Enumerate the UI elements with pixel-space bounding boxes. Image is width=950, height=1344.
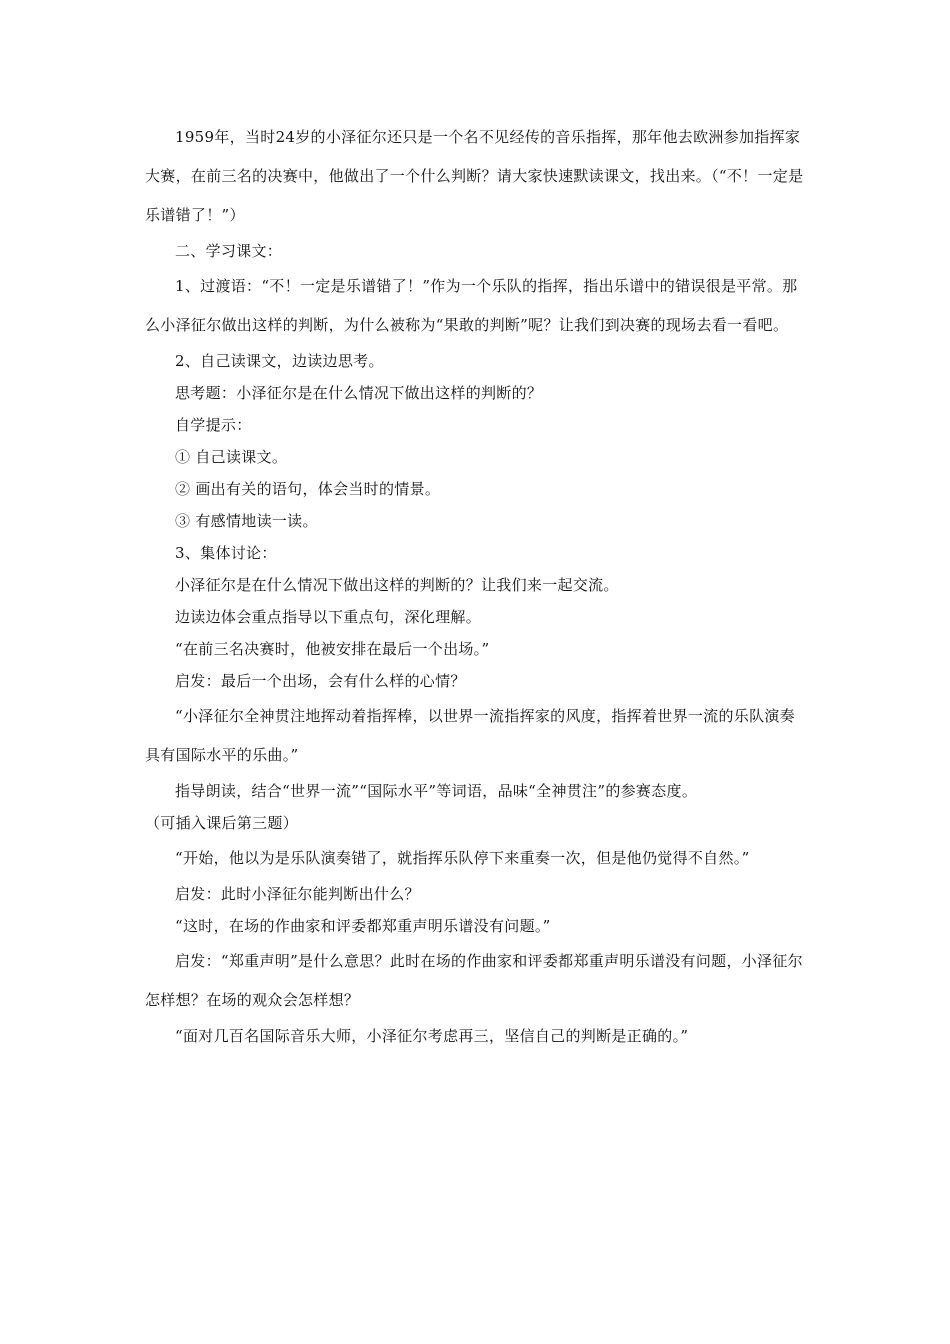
paragraph-intro: 1959年，当时24岁的小泽征尔还只是一个名不见经传的音乐指挥，那年他去欧洲参加指挥家大赛，在前三名的决赛中，他做出了一个什么判断？请大家快速默读课文，找出来。（“不！一定是乐谱错了！”） bbox=[145, 128, 804, 224]
quote-conducting: “小泽征尔全神贯注地挥动着指挥棒，以世界一流指挥家的风度，指挥着世界一流的乐队演奏具有国际水平的乐曲。” bbox=[145, 707, 795, 764]
paragraph-self-read: 2、自己读课文，边读边思考。 bbox=[175, 352, 384, 370]
quote-solemn-statement: “这时，在场的作曲家和评委都郑重声明乐谱没有问题。” bbox=[175, 917, 551, 935]
list-item-tip-3: ③ 有感情地读一读。 bbox=[175, 512, 318, 530]
paragraph-prompt-judge: 启发：此时小泽征尔能判断出什么？ bbox=[175, 885, 420, 903]
paragraph-question: 思考题：小泽征尔是在什么情况下做出这样的判断的？ bbox=[175, 384, 543, 402]
paragraph-reading-guidance: 指导朗读，结合“世界一流”“国际水平”等词语，品味“全神贯注”的参赛态度。 bbox=[175, 782, 698, 800]
paragraph-prompt-feeling: 启发：最后一个出场，会有什么样的心情？ bbox=[175, 672, 466, 690]
quote-orchestra-error: “开始，他以为是乐队演奏错了，就指挥乐队停下来重奏一次，但是他仍觉得不自然。” bbox=[175, 849, 750, 867]
paragraph-discussion-heading: 3、集体讨论： bbox=[175, 544, 277, 562]
paragraph-insert-note: （可插入课后第三题） bbox=[145, 814, 299, 832]
paragraph-transition: 1、过渡语：“不！一定是乐谱错了！”作为一个乐队的指挥，指出乐谱中的错误很是平常。那么小泽征尔做出这样的判断，为什么被称为“果敢的判断”呢？让我们到决赛的现场去看一看吧。 bbox=[145, 277, 798, 334]
paragraph-tips-heading: 自学提示： bbox=[175, 416, 252, 434]
quote-masters: “面对几百名国际音乐大师，小泽征尔考虑再三，坚信自己的判断是正确的。” bbox=[175, 1027, 689, 1045]
section-heading-learn-text: 二、学习课文： bbox=[175, 242, 283, 260]
paragraph-discussion: 小泽征尔是在什么情况下做出这样的判断的？让我们来一起交流。 bbox=[175, 576, 619, 594]
paragraph-guidance: 边读边体会重点指导以下重点句，深化理解。 bbox=[175, 608, 482, 626]
list-item-tip-2: ② 画出有关的语句，体会当时的情景。 bbox=[175, 480, 441, 498]
paragraph-prompt-meaning: 启发：“郑重声明”是什么意思？此时在场的作曲家和评委都郑重声明乐谱没有问题，小泽征尔怎样想？在场的观众会怎样想？ bbox=[145, 952, 803, 1009]
quote-last-to-appear: “在前三名决赛时，他被安排在最后一个出场。” bbox=[175, 640, 490, 658]
document-body bbox=[145, 118, 810, 1052]
list-item-tip-1: ① 自己读课文。 bbox=[175, 448, 288, 466]
